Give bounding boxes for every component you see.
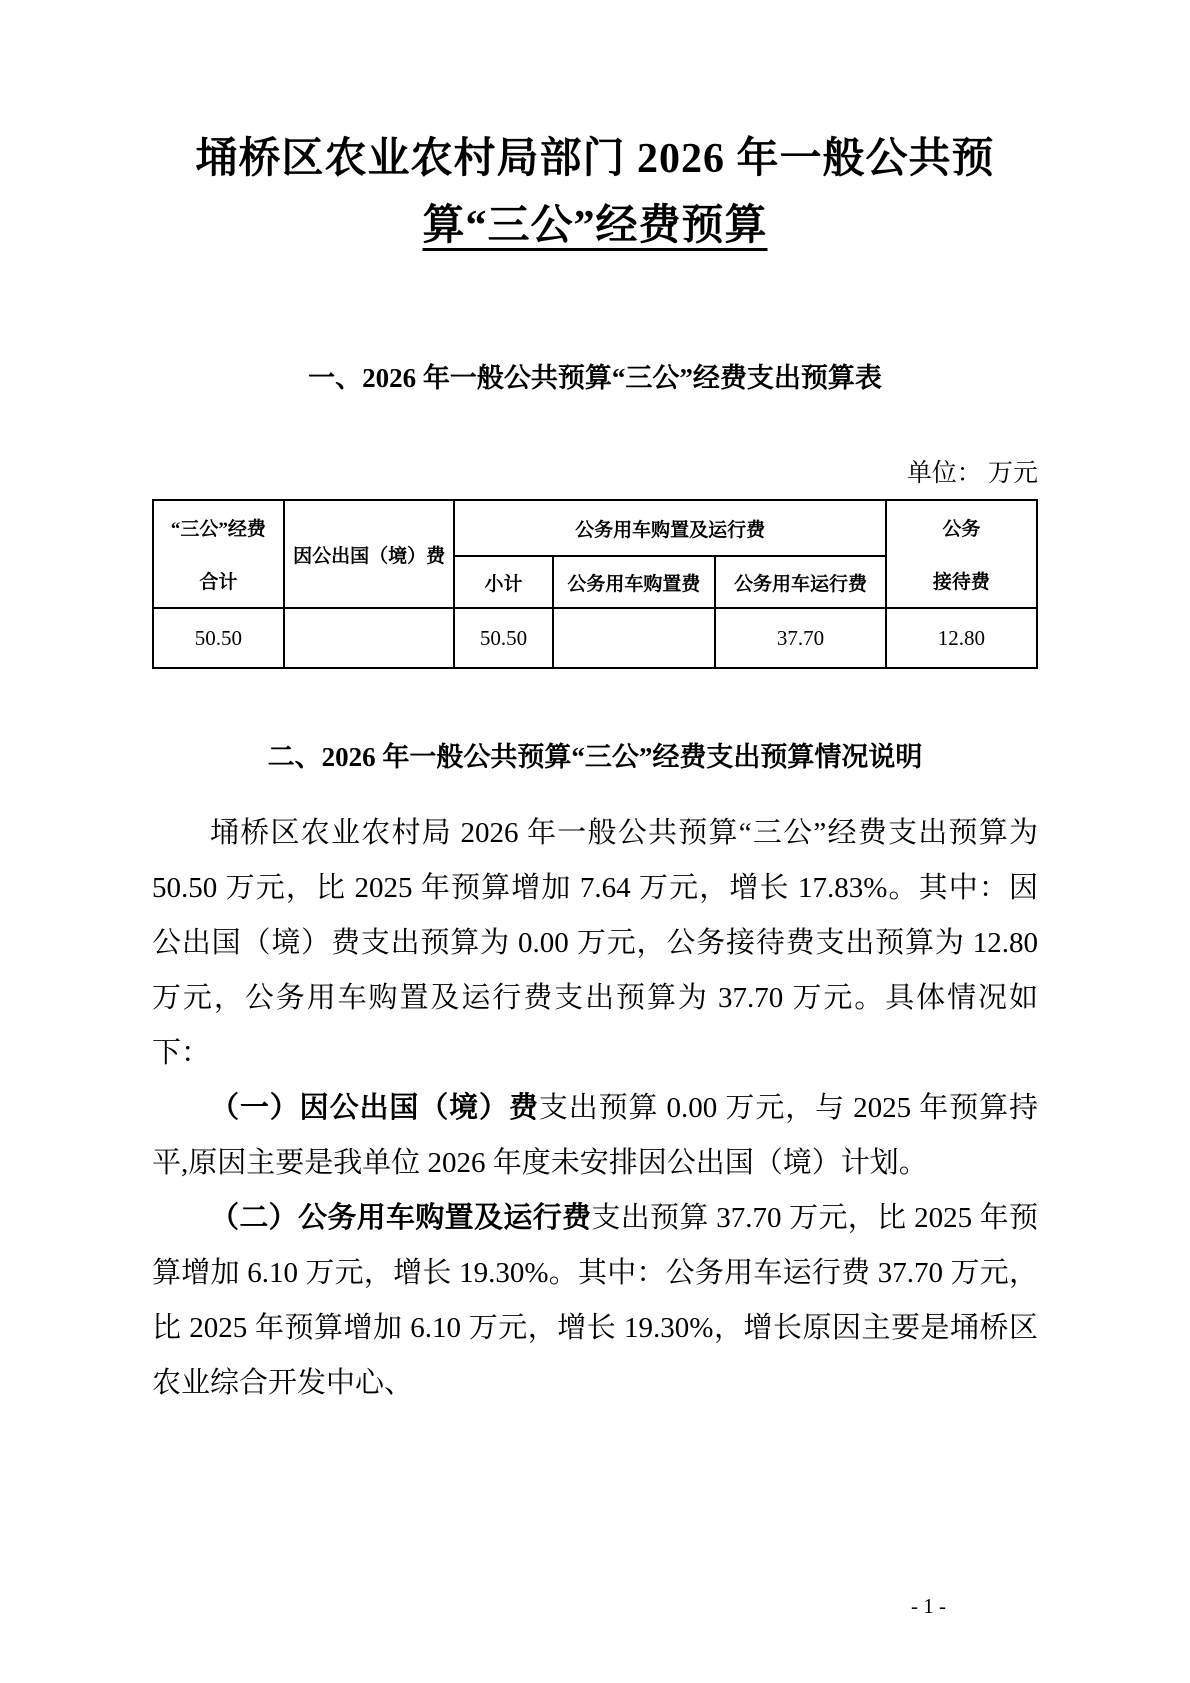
- table-cell-operation: 37.70: [715, 608, 886, 668]
- paragraph-abroad-fee-lead: （一）因公出国（境）费: [210, 1092, 539, 1125]
- table-cell-subtotal: 50.50: [454, 608, 552, 668]
- table-header-sangong-total-line1: “三公”经费: [170, 519, 266, 541]
- paragraph-overview-text: 埇桥区农业农村局 2026 年一般公共预算“三公”经费支出预算为 50.50 万元，比 2025 年预算增加 7.64 万元，增长 17.83%。其中：因公出国（境）费支出预算为 0.00 万元，公务接待费支出预算为 12.80 万元，公务用车购置及运行费支出预算为 37.70 万元。具体情况如下：: [152, 817, 1038, 1070]
- budget-table: [152, 499, 1038, 669]
- table-header-abroad-fee: 因公出国（境）费: [284, 500, 455, 608]
- page-title-line2: 算“三公”经费预算: [422, 203, 768, 250]
- table-cell-abroad: [284, 608, 455, 668]
- paragraph-vehicle-fee: [152, 1191, 1038, 1411]
- table-header-vehicle-purchase: 公务用车购置费: [553, 556, 716, 608]
- table-header-sangong-total-line2: 合计: [199, 572, 238, 594]
- table-cell-reception: 12.80: [886, 608, 1037, 668]
- page-title: [152, 126, 1038, 260]
- unit-label: 单位： 万元: [906, 460, 1038, 488]
- table-header-reception-fee-line1: 公务: [942, 519, 981, 541]
- table-header-subtotal: 小计: [454, 556, 552, 608]
- paragraph-vehicle-fee-lead: （二）公务用车购置及运行费: [210, 1202, 592, 1235]
- table-row: [153, 608, 1037, 668]
- section1-heading: 一、2026 年一般公共预算“三公”经费支出预算表: [308, 363, 882, 394]
- table-cell-purchase: [553, 608, 716, 668]
- table-cell-total: 50.50: [153, 608, 284, 668]
- table-header-sangong-total: [153, 500, 284, 608]
- paragraph-overview: [152, 806, 1038, 1081]
- paragraph-abroad-fee-text: 支出预算 0.00 万元，与 2025 年预算持平,原因主要是我单位 2026 年度未安排因公出国（境）计划。: [152, 1092, 1038, 1180]
- table-header-reception-fee: [886, 500, 1037, 608]
- table-header-vehicle-operation: 公务用车运行费: [715, 556, 886, 608]
- page-title-line1: 埇桥区农业农村局部门 2026 年一般公共预: [195, 136, 995, 182]
- section2-heading: 二、2026 年一般公共预算“三公”经费支出预算情况说明: [267, 742, 923, 773]
- paragraph-abroad-fee: [152, 1081, 1038, 1191]
- table-header-vehicle-group: 公务用车购置及运行费: [454, 500, 885, 556]
- table-header-reception-fee-line2: 接待费: [932, 572, 990, 594]
- page-number: - 1 -: [911, 1594, 946, 1618]
- paragraph-vehicle-fee-text: 支出预算 37.70 万元，比 2025 年预算增加 6.10 万元，增长 19.30%。其中：公务用车运行费 37.70 万元，比 2025 年预算增加 6.10 万元，增长 19.30%，增长原因主要是埇桥区农业综合开发中心、: [152, 1202, 1038, 1400]
